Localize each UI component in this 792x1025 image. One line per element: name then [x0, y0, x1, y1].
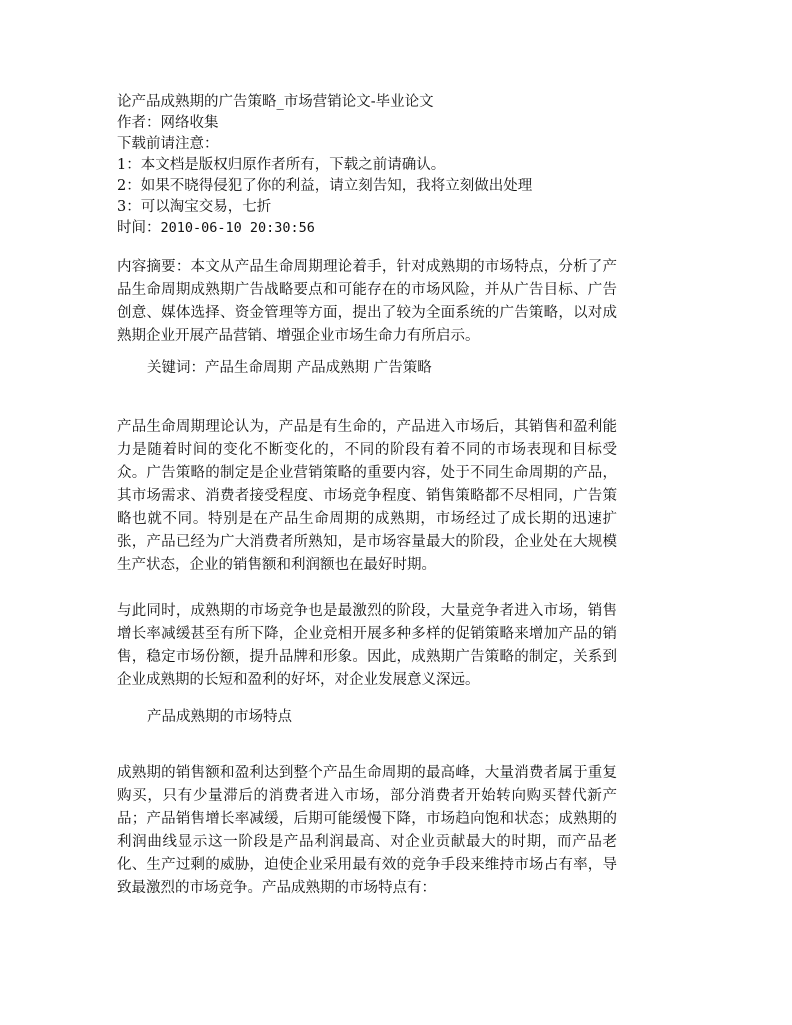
notice-item-3: 3：可以淘宝交易，七折 [117, 199, 272, 215]
abstract-paragraph: 内容摘要：本文从产品生命周期理论着手，针对成熟期的市场特点，分析了产品生命周期成熟期广告战略要点和可能存在的市场风险，并从广告目标、广告创意、媒体选择、资金管理等方面，提出了较为全面系统的广告策略，以对成熟期企业开展产品营销、增强企业市场生命力有所启示。 [117, 259, 617, 344]
document-title: 论产品成熟期的广告策略_市场营销论文-毕业论文 [117, 94, 434, 110]
section-heading: 产品成熟期的市场特点 [147, 709, 292, 725]
body-paragraph-3: 成熟期的销售额和盈利达到整个产品生命周期的最高峰，大量消费者属于重复购买，只有少量滞后的消费者进入市场，部分消费者开始转向购买替代新产品；产品销售增长率减缓，后期可能缓慢下降，市场趋向饱和状态；成熟期的利润曲线显示这一阶段是产品利润最高、对企业贡献最大的时期，而产品老化、生产过剩的威胁，迫使企业采用最有效的竞争手段来维持市场占有率，导致最激烈的市场竞争。产品成熟期的市场特点有： [117, 765, 617, 896]
body-paragraph-2: 与此同时，成熟期的市场竞争也是最激烈的阶段，大量竞争者进入市场，销售增长率减缓甚至有所下降，企业竞相开展多种多样的促销策略来增加产品的销售，稳定市场份额，提升品牌和形象。因此，成熟期广告策略的制定，关系到企业成熟期的长短和盈利的好坏，对企业发展意义深远。 [117, 603, 617, 688]
timestamp-value: 2010-06-10 20:30:56 [160, 220, 315, 236]
document-header [117, 92, 637, 239]
notice-heading: 下载前请注意： [117, 136, 219, 152]
notice-item-1: 1：本文档是版权归原作者所有，下载之前请确认。 [117, 157, 446, 173]
body-paragraph-1: 产品生命周期理论认为，产品是有生命的，产品进入市场后，其销售和盈利能力是随着时间的变化不断变化的，不同的阶段有着不同的市场表现和目标受众。广告策略的制定是企业营销策略的重要内容，处于不同生命周期的产品，其市场需求、消费者接受程度、市场竞争程度、销售策略都不尽相同，广告策略也就不同。特别是在产品生命周期的成熟期，市场经过了成长期的迅速扩张，产品已经为广大消费者所熟知，是市场容量最大的阶段，企业处在大规模生产状态，企业的销售额和利润额也在最好时期。 [117, 419, 617, 573]
author-line: 作者：网络收集 [117, 115, 219, 131]
timestamp-label: 时间： [117, 220, 161, 236]
notice-item-2: 2：如果不晓得侵犯了你的利益，请立刻告知，我将立刻做出处理 [117, 178, 533, 194]
keywords-line: 关键词：产品生命周期 产品成熟期 广告策略 [147, 360, 432, 376]
timestamp-line [117, 218, 637, 239]
